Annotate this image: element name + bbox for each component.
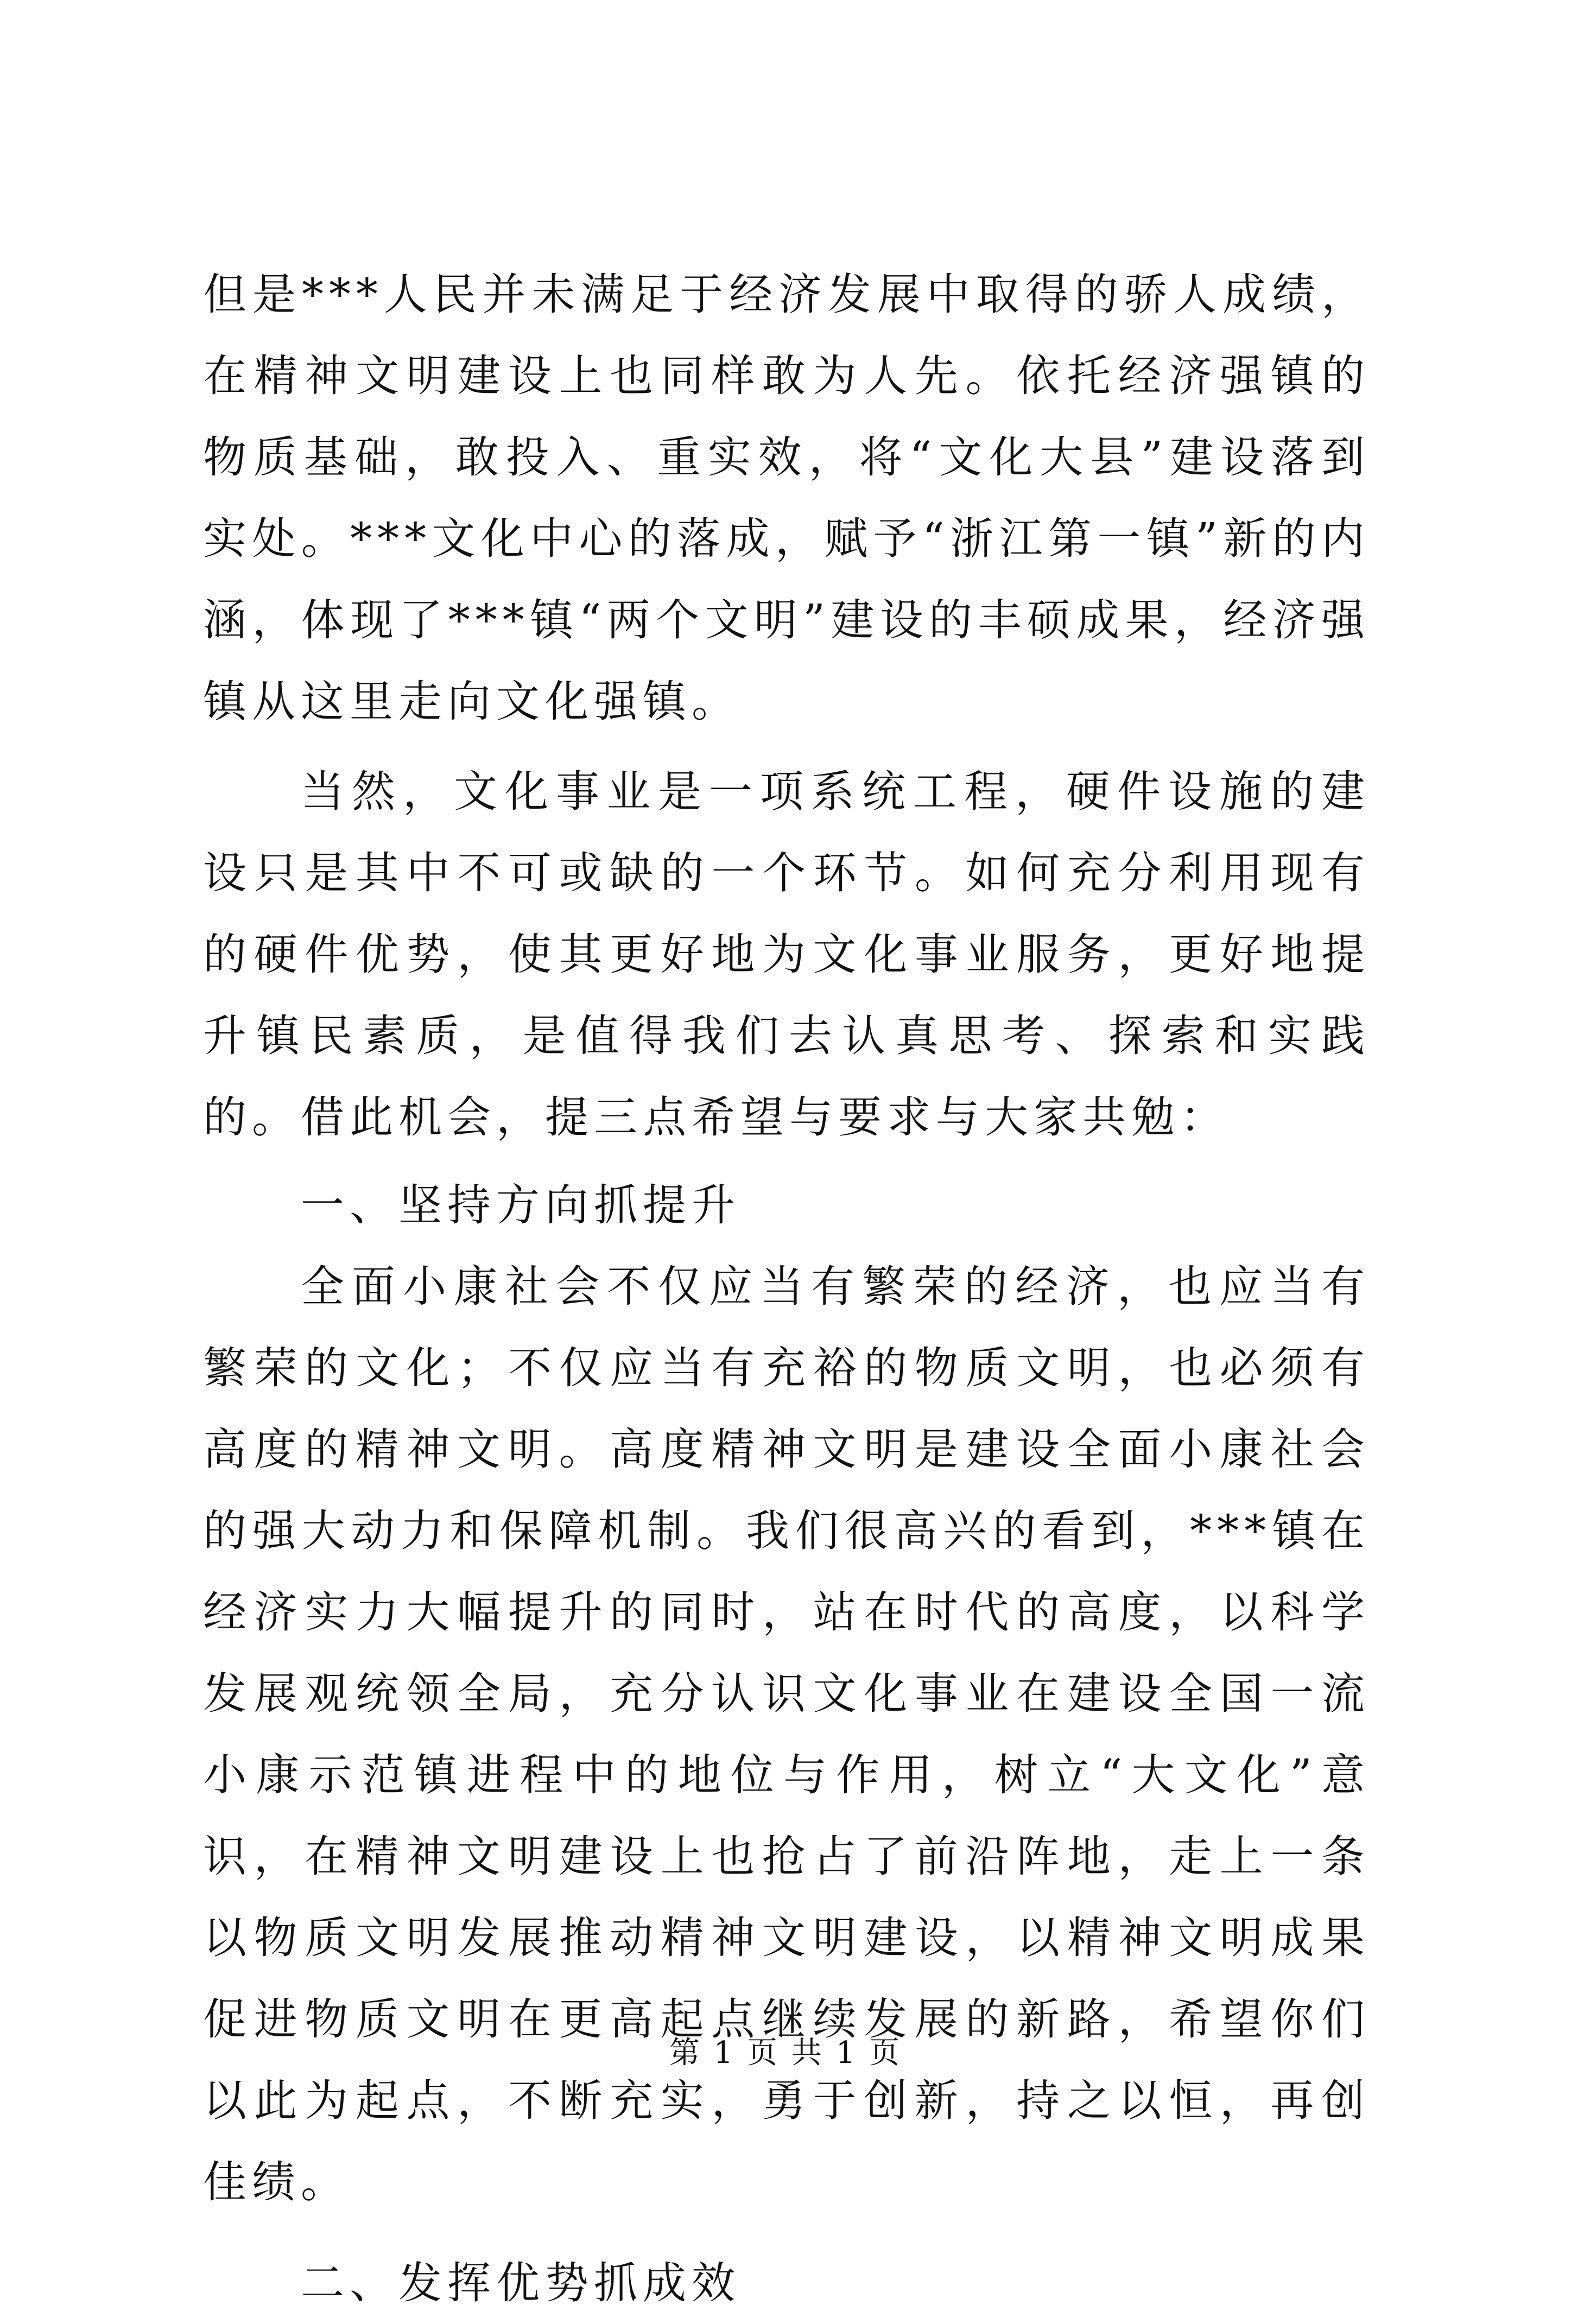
paragraph-1: 但是***人民并未满足于经济发展中取得的骄人成绩，在精神文明建设上也同样敢为人先。依托经济强镇的物质基础，敢投入、重实效，将“文化大县”建设落到实处。***文化中心的落成，赋予“浙江第一镇”新的内涵，体现了***镇“两个文明”建设的丰硕成果，经济强镇从这里走向文化强镇。 <box>203 269 1370 727</box>
paragraph-3: 全面小康社会不仅应当有繁荣的经济，也应当有繁荣的文化；不仅应当有充裕的物质文明，也必须有高度的精神文明。高度精神文明是建设全面小康社会的强大动力和保障机制。我们很高兴的看到，***镇在经济实力大幅提升的同时，站在时代的高度，以科学发展观统领全局，充分认识文化事业在建设全国一流小康示范镇进程中的地位与作用，树立“大文化”意识，在精神文明建设上也抢占了前沿阵地，走上一条以物质文明发展推动精神文明建设，以精神文明成果促进物质文明在更高起点继续发展的新路，希望你们以此为起点，不断充实，勇于创新，持之以恒，再创佳绩。 <box>203 1261 1370 2207</box>
section-heading-2: 二、发挥优势抓成效 <box>301 2258 740 2308</box>
document-body <box>203 254 1370 2324</box>
page-footer: 第 1 页 共 1 页 <box>669 2035 902 2071</box>
section-heading-1: 一、坚持方向抓提升 <box>301 1180 740 1230</box>
paragraph-2: 当然，文化事业是一项系统工程，硬件设施的建设只是其中不可或缺的一个环节。如何充分利用现有的硬件优势，使其更好地为文化事业服务，更好地提升镇民素质，是值得我们去认真思考、探索和实践的。借此机会，提三点希望与要求与大家共勉： <box>203 766 1370 1142</box>
